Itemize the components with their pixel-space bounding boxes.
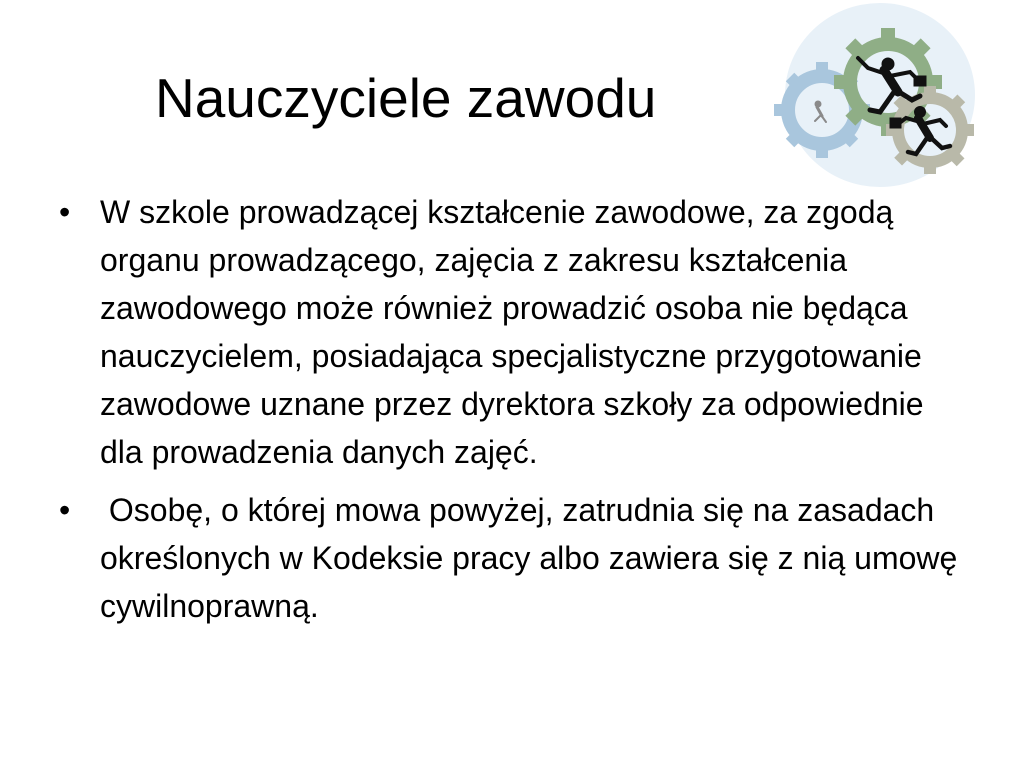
bullet-item [55, 486, 970, 630]
bullet-list [55, 188, 970, 640]
bullet-marker: • [59, 492, 71, 528]
bullet-item [55, 188, 970, 476]
slide-title: Nauczyciele zawodu [155, 67, 657, 129]
bullet-text: W szkole prowadzącej kształcenie zawodowe, za zgodą organu prowadzącego, zajęcia z zakresu kształcenia zawodowego może również prowadzić osoba nie będąca nauczycielem, posiadająca specjalistyczne przygotowanie zawodowe uznane przez dyrektora szkoły za odpowiednie dla prowadzenia danych zajęć. [100, 194, 933, 470]
bullet-marker: • [59, 194, 71, 230]
gears-running-businessmen-icon [770, 0, 980, 200]
bullet-text: Osobę, o której mowa powyżej, zatrudnia się na zasadach określonych w Kodeksie pracy albo zawiera się z nią umowę cywilnoprawną. [100, 492, 967, 624]
